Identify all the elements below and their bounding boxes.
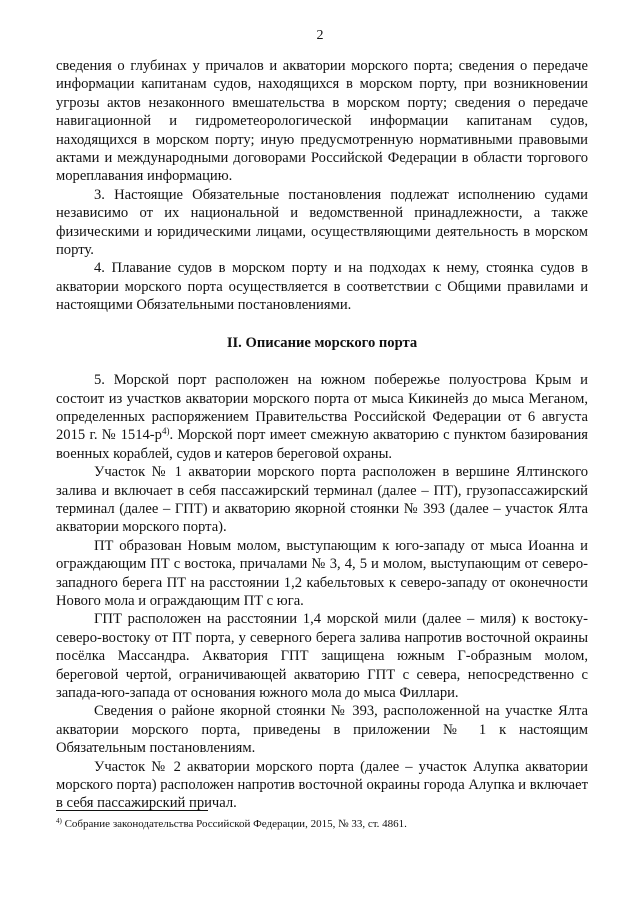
paragraph-3: 3. Настоящие Обязательные постановления подлежат исполнению судами независимо от их национальной и ведомственной принадлежности, а также физическими и юридическими лицами, осуществляющими деятельность в морском порту.	[56, 186, 588, 259]
footnote-text: Собрание законодательства Российской Федерации, 2015, № 33, ст. 4861.	[61, 818, 407, 830]
paragraph-pt: ПТ образован Новым молом, выступающим к юго-западу от мыса Иоанна и ограждающим ПТ с востока, причалами № 3, 4, 5 и молом, выступающим от северо-западного берега ПТ на расстоянии 1,2 кабельтовых к северо-западу от оконечности Нового мола и ограждающим ПТ с юга.	[56, 537, 588, 609]
paragraph-gpt: ГПТ расположен на расстоянии 1,4 морской мили (далее – миля) к востоку-северо-востоку от ПТ порта, у северного берега залива напротив восточной окраины посёлка Массандра. Акватория ГПТ защищена южным Г-образным молом, береговой чертой, ограничивающей акваторию ГПТ с севера, непосредственно с запада-юго-запада от основания южного мола до мыса Филлари.	[56, 611, 588, 701]
page-number: 2	[316, 28, 324, 43]
paragraph-4: 4. Плавание судов в морском порту и на подходах к нему, стоянка судов в акватории морского порта осуществляется в соответствии с Общими правилами и настоящими Обязательными постановлениями.	[56, 260, 588, 314]
paragraph-continuation: сведения о глубинах у причалов и акватории морского порта; сведения о передаче информации капитанам судов, находящихся в морском порту, при возникновении угрозы актов незаконного вмешательства в морском порту; сведения о передаче навигационной и гидрометеорологической информации капитанам судов, находящихся в морском порту; иную предусмотренную нормативными правовыми актами и международными договорами Российской Федерации в области торгового мореплавания информацию.	[56, 58, 588, 185]
footnote-reference: 4)	[161, 426, 170, 437]
section-heading: II. Описание морского порта	[226, 334, 418, 351]
paragraph-5-text: 5. Морской порт расположен на южном побережье полуострова Крым и состоит из участков акватории морского порта от мыса Кикинейз до мыса Меганом, определенных распоряжением Правительства Российской Федерации от 6 августа 2015 г. № 1514-р	[56, 372, 588, 444]
footnote-divider	[56, 810, 208, 811]
paragraph-section-1: Участок № 1 акватории морского порта расположен в вершине Ялтинского залива и включает в себя пассажирский терминал (далее – ПТ), грузопассажирский терминал (далее – ГПТ) и акваторию якорной стоянки № 393 (далее – участок Ялта акватории морского порта).	[56, 464, 588, 536]
document-body	[56, 57, 588, 813]
paragraph-5-text-end: . Морской порт имеет смежную акваторию с пунктом базирования военных кораблей, судов и катеров береговой охраны.	[56, 427, 588, 462]
paragraph-anchorage: Сведения о районе якорной стоянки № 393, расположенной на участке Ялта акватории морского порта, приведены в приложении № 1 к настоящим Обязательным постановлениям.	[56, 703, 588, 757]
paragraph-5	[56, 371, 588, 463]
footnote-marker: 4)	[56, 817, 62, 825]
paragraph-section-2: Участок № 2 акватории морского порта (далее – участок Алупка акватории морского порта) расположен напротив восточной окраины города Алупка и включает в себя пассажирский причал.	[56, 758, 588, 812]
footnote	[56, 817, 596, 831]
